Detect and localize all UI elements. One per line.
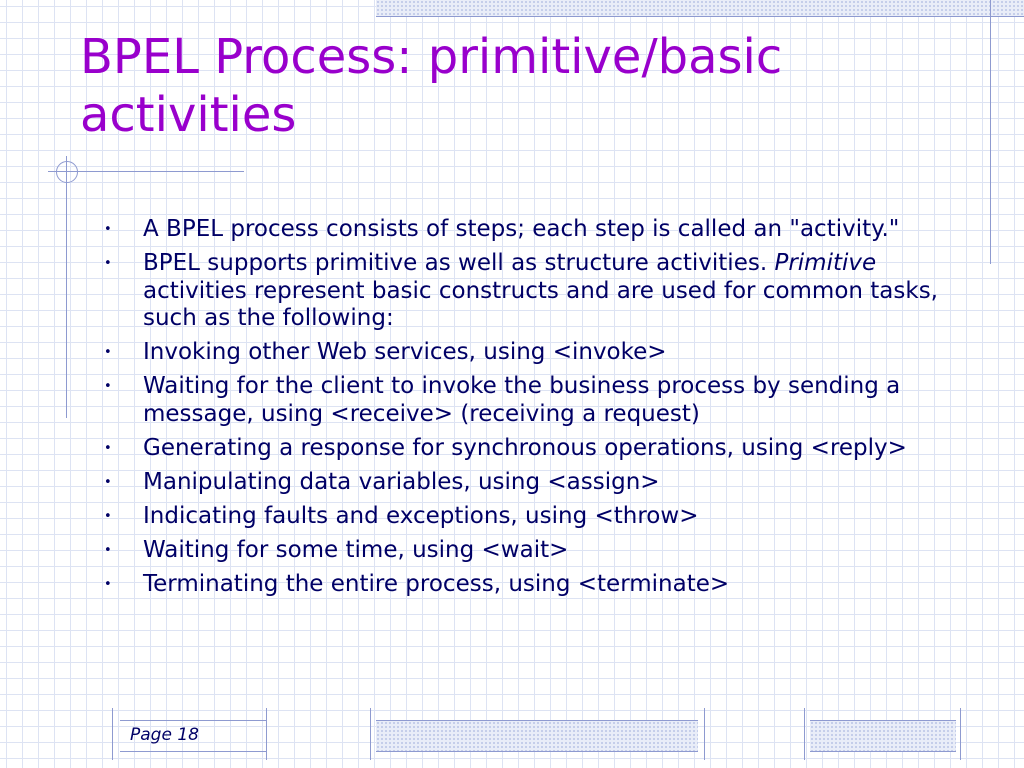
footer-divider: [112, 708, 113, 760]
bullet-list: [104, 216, 964, 605]
bullet-dot-icon: •: [104, 576, 112, 592]
bullet-item: [104, 571, 964, 599]
footer-divider: [704, 708, 705, 760]
bullet-dot-icon: •: [104, 345, 112, 360]
bullet-dot-icon: •: [104, 474, 112, 490]
footer-divider: [960, 708, 961, 760]
page-number-label: Page 18: [130, 725, 199, 745]
corner-circle-ornament: [56, 161, 78, 183]
bullet-text: Generating a response for synchronous operations, using <reply>: [143, 434, 907, 461]
bullet-item: [104, 503, 964, 531]
footer-divider: [370, 708, 371, 760]
bullet-emphasis: Primitive: [774, 250, 877, 276]
bullet-text: Terminating the entire process, using <terminate>: [143, 570, 730, 597]
bullet-text: A BPEL process consists of steps; each step is called an "activity.": [143, 216, 900, 242]
bullet-text: Invoking other Web services, using <invoke>: [143, 339, 667, 365]
bullet-text: Waiting for the client to invoke the business process by sending a message, using <receive> (receiving a request): [143, 373, 901, 427]
bullet-dot-icon: •: [104, 379, 112, 394]
bullet-text: Waiting for some time, using <wait>: [143, 536, 569, 563]
bullet-dot-icon: •: [104, 222, 112, 237]
bullet-dot-icon: •: [104, 440, 112, 456]
bullet-text: Indicating faults and exceptions, using <throw>: [143, 502, 699, 529]
footer-dotted-box-center: [376, 720, 698, 752]
right-vertical-line: [990, 0, 991, 264]
bullet-item: [104, 339, 964, 367]
footer-divider: [266, 708, 267, 760]
bullet-dot-icon: •: [104, 508, 112, 524]
top-right-dotted-band: [376, 0, 1024, 16]
bullet-dot-icon: •: [104, 542, 112, 558]
bullet-text: Manipulating data variables, using <assign>: [143, 468, 660, 495]
bullet-item: [104, 537, 964, 565]
bullet-text: BPEL supports primitive as well as structure activities.: [143, 250, 775, 276]
bullet-item: [104, 435, 964, 463]
slide-title: BPEL Process: primitive/basic activities: [80, 29, 783, 143]
bullet-dot-icon: •: [104, 256, 112, 271]
bullet-item: [104, 373, 964, 428]
bullet-item: [104, 216, 964, 244]
bullet-item: [104, 469, 964, 497]
top-band-line: [376, 16, 1024, 17]
bullet-text-after: activities represent basic constructs and are used for common tasks, such as the following:: [143, 277, 938, 331]
bullet-item: [104, 250, 964, 333]
footer-dotted-box-right: [810, 720, 956, 752]
footer-divider: [804, 708, 805, 760]
left-vertical-line: [66, 156, 67, 418]
